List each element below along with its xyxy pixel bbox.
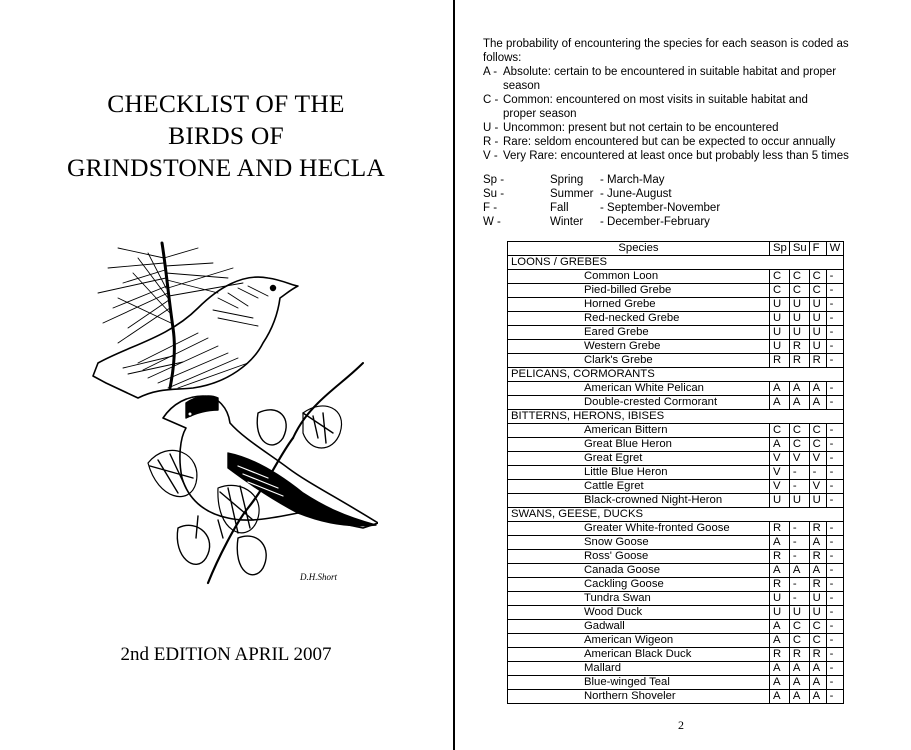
spring-code: U: [770, 312, 790, 326]
fall-code: C: [809, 634, 826, 648]
table-row: [508, 270, 844, 284]
fall-code: -: [809, 466, 826, 480]
winter-code: -: [826, 606, 843, 620]
summer-code: A: [789, 662, 809, 676]
spring-code: A: [770, 634, 790, 648]
fall-code: R: [809, 354, 826, 368]
table-row: [508, 592, 844, 606]
code-absolute-cont: [483, 79, 883, 93]
table-row: [508, 326, 844, 340]
checklist-title: [40, 88, 412, 184]
species-name: Gadwall: [508, 620, 770, 634]
title-line: CHECKLIST OF THE: [107, 89, 345, 118]
spring-code: A: [770, 536, 790, 550]
species-name: Cattle Egret: [508, 480, 770, 494]
species-name: Northern Shoveler: [508, 690, 770, 704]
summer-code: C: [789, 284, 809, 298]
summer-code: R: [789, 354, 809, 368]
fall-code: U: [809, 298, 826, 312]
summer-code: -: [789, 536, 809, 550]
code-uncommon: [483, 121, 883, 135]
species-name: Greater White-fronted Goose: [508, 522, 770, 536]
species-checklist-table: [507, 241, 844, 704]
winter-code: -: [826, 452, 843, 466]
species-name: Red-necked Grebe: [508, 312, 770, 326]
species-name: American Wigeon: [508, 634, 770, 648]
table-row: [508, 522, 844, 536]
page-divider: [453, 0, 455, 750]
winter-code: -: [826, 592, 843, 606]
winter-code: -: [826, 298, 843, 312]
winter-code: -: [826, 676, 843, 690]
spring-code: A: [770, 564, 790, 578]
species-name: Great Blue Heron: [508, 438, 770, 452]
spring-code: R: [770, 522, 790, 536]
summer-code: C: [789, 634, 809, 648]
group-heading: BITTERNS, HERONS, IBISES: [508, 410, 844, 424]
code-desc: Absolute: certain to be encountered in suitable habitat and proper: [503, 66, 837, 78]
species-name: Mallard: [508, 662, 770, 676]
winter-code: -: [826, 522, 843, 536]
season-abbr: Sp -: [483, 174, 505, 186]
spring-code: A: [770, 396, 790, 410]
fall-code: R: [809, 648, 826, 662]
summer-code: C: [789, 620, 809, 634]
winter-code: -: [826, 634, 843, 648]
species-name: Cackling Goose: [508, 578, 770, 592]
table-row: [508, 550, 844, 564]
fall-code: A: [809, 564, 826, 578]
fall-code: A: [809, 536, 826, 550]
table-row: [508, 634, 844, 648]
table-row: [508, 312, 844, 326]
code-rare: [483, 135, 883, 149]
species-name: Ross' Goose: [508, 550, 770, 564]
header-fall: F: [809, 242, 826, 256]
fall-code: A: [809, 382, 826, 396]
summer-code: V: [789, 452, 809, 466]
summer-code: A: [789, 564, 809, 578]
season-abbr: W -: [483, 216, 501, 228]
summer-code: A: [789, 676, 809, 690]
header-species: Species: [508, 242, 770, 256]
summer-code: U: [789, 298, 809, 312]
season-fall: [483, 201, 720, 215]
species-name: Clark's Grebe: [508, 354, 770, 368]
fall-code: A: [809, 690, 826, 704]
winter-code: -: [826, 354, 843, 368]
species-name: Tundra Swan: [508, 592, 770, 606]
species-name: Blue-winged Teal: [508, 676, 770, 690]
group-heading: SWANS, GEESE, DUCKS: [508, 508, 844, 522]
table-row: [508, 606, 844, 620]
summer-code: R: [789, 648, 809, 662]
spring-code: R: [770, 578, 790, 592]
table-row: [508, 494, 844, 508]
table-row: [508, 382, 844, 396]
summer-code: R: [789, 340, 809, 354]
species-name: Canada Goose: [508, 564, 770, 578]
code-key: V -: [483, 150, 498, 162]
group-heading: LOONS / GREBES: [508, 256, 844, 270]
species-name: Common Loon: [508, 270, 770, 284]
fall-code: U: [809, 312, 826, 326]
code-desc: Very Rare: encountered at least once but probably less than 5 times: [503, 150, 849, 162]
season-abbr: F -: [483, 202, 498, 214]
code-key: R -: [483, 136, 499, 148]
spring-code: V: [770, 452, 790, 466]
artist-signature: D.H.Short: [300, 572, 338, 582]
summer-code: U: [789, 326, 809, 340]
season-name: Winter: [550, 216, 584, 228]
spring-code: U: [770, 326, 790, 340]
season-legend: [483, 173, 720, 229]
fall-code: A: [809, 662, 826, 676]
species-name: Double-crested Cormorant: [508, 396, 770, 410]
species-name: Horned Grebe: [508, 298, 770, 312]
spring-code: A: [770, 438, 790, 452]
fall-code: U: [809, 606, 826, 620]
spring-code: U: [770, 340, 790, 354]
fall-code: U: [809, 340, 826, 354]
fall-code: U: [809, 592, 826, 606]
spring-code: U: [770, 494, 790, 508]
table-row: [508, 466, 844, 480]
season-spring: [483, 173, 720, 187]
edition-label: 2nd EDITION APRIL 2007: [120, 644, 332, 665]
title-line: GRINDSTONE AND HECLA: [66, 153, 386, 182]
fall-code: R: [809, 550, 826, 564]
spring-code: R: [770, 354, 790, 368]
table-row: [508, 690, 844, 704]
fall-code: U: [809, 494, 826, 508]
spring-code: A: [770, 382, 790, 396]
winter-code: -: [826, 284, 843, 298]
summer-code: U: [789, 494, 809, 508]
species-name: Western Grebe: [508, 340, 770, 354]
code-desc: Uncommon: present but not certain to be encountered: [503, 122, 779, 134]
summer-code: -: [789, 550, 809, 564]
spring-code: C: [770, 424, 790, 438]
group-row: [508, 410, 844, 424]
species-name: Wood Duck: [508, 606, 770, 620]
group-row: [508, 508, 844, 522]
winter-code: -: [826, 564, 843, 578]
winter-code: -: [826, 396, 843, 410]
winter-code: -: [826, 312, 843, 326]
table-row: [508, 298, 844, 312]
table-row: [508, 480, 844, 494]
winter-code: -: [826, 340, 843, 354]
summer-code: -: [789, 480, 809, 494]
code-common-cont: [483, 107, 883, 121]
table-row: [508, 438, 844, 452]
fall-code: R: [809, 578, 826, 592]
winter-code: -: [826, 466, 843, 480]
summer-code: U: [789, 312, 809, 326]
summer-code: -: [789, 522, 809, 536]
summer-code: -: [789, 466, 809, 480]
table-row: [508, 620, 844, 634]
winter-code: -: [826, 536, 843, 550]
winter-code: -: [826, 326, 843, 340]
species-name: Great Egret: [508, 452, 770, 466]
spring-code: C: [770, 270, 790, 284]
season-months: - September-November: [600, 202, 721, 214]
summer-code: -: [789, 592, 809, 606]
table-header-row: [508, 242, 844, 256]
header-winter: W: [826, 242, 843, 256]
summer-code: C: [789, 270, 809, 284]
fall-code: R: [809, 522, 826, 536]
spring-code: C: [770, 284, 790, 298]
table-row: [508, 396, 844, 410]
spring-code: U: [770, 298, 790, 312]
table-row: [508, 676, 844, 690]
species-name: American White Pelican: [508, 382, 770, 396]
table-row: [508, 648, 844, 662]
summer-code: A: [789, 382, 809, 396]
table-row: [508, 578, 844, 592]
winter-code: -: [826, 620, 843, 634]
fall-code: A: [809, 676, 826, 690]
species-name: Little Blue Heron: [508, 466, 770, 480]
code-desc: Rare: seldom encountered but can be expected to occur annually: [503, 136, 836, 148]
season-name: Summer: [550, 188, 594, 200]
fall-code: C: [809, 438, 826, 452]
fall-code: A: [809, 396, 826, 410]
season-months: - March-May: [600, 174, 665, 186]
code-very-rare: [483, 149, 883, 163]
code-desc: Common: encountered on most visits in suitable habitat and: [503, 94, 808, 106]
winter-code: -: [826, 438, 843, 452]
spring-code: A: [770, 662, 790, 676]
spring-code: V: [770, 466, 790, 480]
title-line: BIRDS OF: [168, 121, 284, 150]
species-name: American Bittern: [508, 424, 770, 438]
winter-code: -: [826, 648, 843, 662]
season-months: - June-August: [600, 188, 672, 200]
header-spring: Sp: [770, 242, 790, 256]
table-row: [508, 354, 844, 368]
intro-line: follows:: [483, 52, 522, 64]
legend-intro: [483, 37, 883, 163]
code-key: U -: [483, 122, 499, 134]
code-absolute: [483, 65, 883, 79]
fall-code: C: [809, 284, 826, 298]
group-row: [508, 368, 844, 382]
header-summer: Su: [789, 242, 809, 256]
season-months: - December-February: [600, 216, 710, 228]
table-row: [508, 424, 844, 438]
fall-code: C: [809, 424, 826, 438]
winter-code: -: [826, 424, 843, 438]
group-heading: PELICANS, CORMORANTS: [508, 368, 844, 382]
fall-code: V: [809, 480, 826, 494]
season-abbr: Su -: [483, 188, 505, 200]
season-winter: [483, 215, 720, 229]
table-body: [508, 256, 844, 704]
spring-code: A: [770, 676, 790, 690]
spring-code: U: [770, 592, 790, 606]
winter-code: -: [826, 578, 843, 592]
page-number: 2: [678, 718, 684, 732]
winter-code: -: [826, 382, 843, 396]
species-name: Eared Grebe: [508, 326, 770, 340]
bird-illustration: [78, 238, 378, 588]
spring-code: A: [770, 620, 790, 634]
winter-code: -: [826, 480, 843, 494]
summer-code: -: [789, 578, 809, 592]
winter-code: -: [826, 270, 843, 284]
species-name: Snow Goose: [508, 536, 770, 550]
code-desc: season: [503, 80, 541, 92]
season-summer: [483, 187, 720, 201]
table-row: [508, 284, 844, 298]
winter-code: -: [826, 662, 843, 676]
table-row: [508, 536, 844, 550]
fall-code: U: [809, 326, 826, 340]
summer-code: C: [789, 424, 809, 438]
table-row: [508, 662, 844, 676]
intro-line: The probability of encountering the species for each season is coded as: [483, 38, 849, 50]
species-name: Black-crowned Night-Heron: [508, 494, 770, 508]
season-name: Fall: [550, 202, 569, 214]
table-row: [508, 340, 844, 354]
species-name: American Black Duck: [508, 648, 770, 662]
spring-code: R: [770, 550, 790, 564]
summer-code: C: [789, 438, 809, 452]
winter-code: -: [826, 690, 843, 704]
spring-code: R: [770, 648, 790, 662]
table-row: [508, 452, 844, 466]
spring-code: U: [770, 606, 790, 620]
winter-code: -: [826, 550, 843, 564]
summer-code: A: [789, 396, 809, 410]
fall-code: V: [809, 452, 826, 466]
group-row: [508, 256, 844, 270]
species-name: Pied-billed Grebe: [508, 284, 770, 298]
winter-code: -: [826, 494, 843, 508]
table-row: [508, 564, 844, 578]
code-common: [483, 93, 883, 107]
spring-code: A: [770, 690, 790, 704]
code-key: C -: [483, 94, 499, 106]
fall-code: C: [809, 620, 826, 634]
summer-code: U: [789, 606, 809, 620]
summer-code: A: [789, 690, 809, 704]
spring-code: V: [770, 480, 790, 494]
code-key: A -: [483, 66, 498, 78]
code-desc: proper season: [503, 108, 577, 120]
fall-code: C: [809, 270, 826, 284]
season-name: Spring: [550, 174, 584, 186]
